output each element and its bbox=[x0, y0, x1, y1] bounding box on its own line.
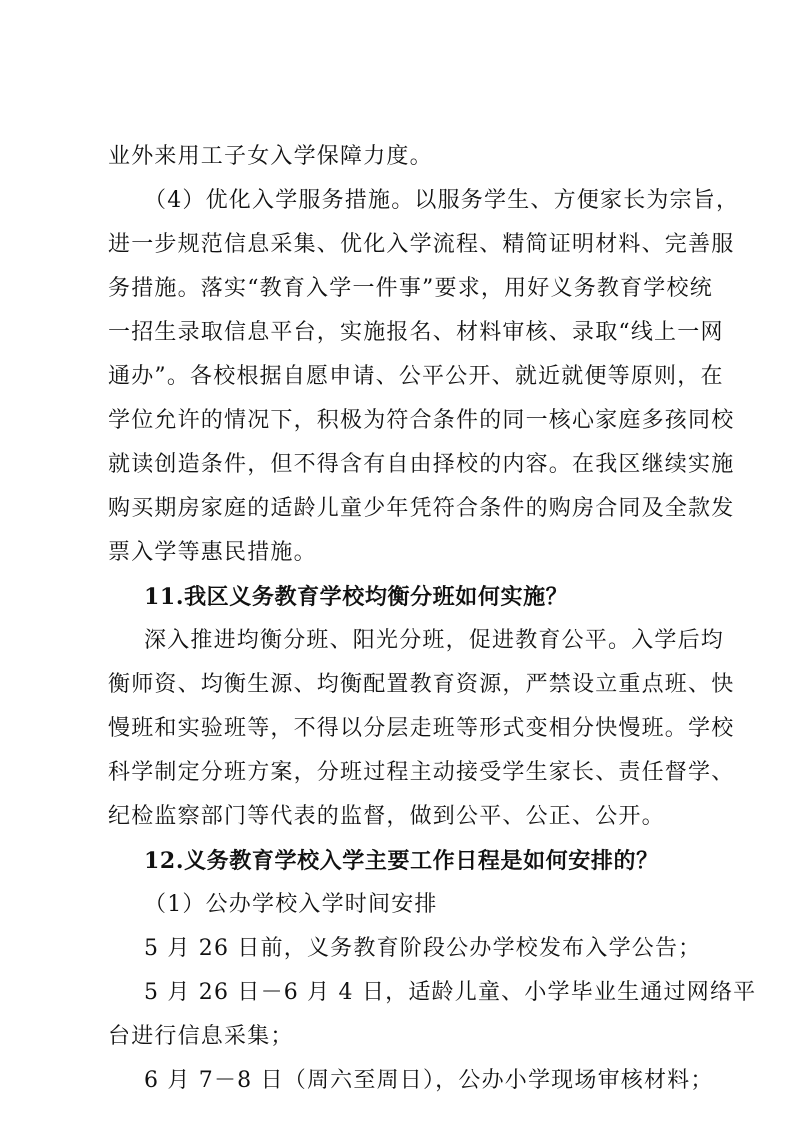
paragraph-line: 进一步规范信息采集、优化入学流程、精简证明材料、完善服 bbox=[108, 232, 735, 257]
paragraph-line: 票入学等惠民措施。 bbox=[108, 540, 317, 565]
paragraph-line: 科学制定分班方案，分班过程主动接受学生家长、责任督学、 bbox=[108, 760, 735, 785]
paragraph-line: 慢班和实验班等，不得以分层走班等形式变相分快慢班。学校 bbox=[108, 716, 735, 741]
paragraph-line: 务措施。落实“教育入学一件事”要求，用好义务教育学校统 bbox=[108, 276, 713, 301]
section-heading-12: 12.义务教育学校入学主要工作日程是如何安排的？ bbox=[144, 848, 659, 874]
paragraph-line: （1）公办学校入学时间安排 bbox=[144, 892, 438, 917]
paragraph-line: 通办”。各校根据自愿申请、公平公开、就近就便等原则，在 bbox=[108, 364, 724, 389]
paragraph-line: 衡师资、均衡生源、均衡配置教育资源，严禁设立重点班、快 bbox=[108, 672, 735, 697]
paragraph-line: 学位允许的情况下，积极为符合条件的同一核心家庭多孩同校 bbox=[108, 408, 735, 433]
paragraph-line: 6 月 7－8 日（周六至周日），公办小学现场审核材料； bbox=[144, 1068, 714, 1093]
paragraph-line: 购买期房家庭的适龄儿童少年凭符合条件的购房合同及全款发 bbox=[108, 496, 735, 521]
paragraph-line: 一招生录取信息平台，实施报名、材料审核、录取“线上一网 bbox=[108, 320, 724, 345]
paragraph-line: 深入推进均衡分班、阳光分班，促进教育公平。入学后均 bbox=[144, 628, 725, 653]
paragraph-line: 纪检监察部门等代表的监督，做到公平、公正、公开。 bbox=[108, 804, 665, 829]
paragraph-line: 5 月 26 日－6 月 4 日，适龄儿童、小学毕业生通过网络平 bbox=[144, 980, 757, 1005]
paragraph-line: 就读创造条件，但不得含有自由择校的内容。在我区继续实施 bbox=[108, 452, 735, 477]
paragraph-line: 5 月 26 日前，义务教育阶段公办学校发布入学公告； bbox=[144, 936, 702, 961]
paragraph-line: 台进行信息采集； bbox=[108, 1024, 294, 1049]
section-heading-11: 11.我区义务教育学校均衡分班如何实施？ bbox=[144, 584, 569, 610]
paragraph-line: 业外来用工子女入学保障力度。 bbox=[108, 144, 433, 169]
paragraph-line: （4）优化入学服务措施。以服务学生、方便家长为宗旨， bbox=[144, 188, 740, 213]
